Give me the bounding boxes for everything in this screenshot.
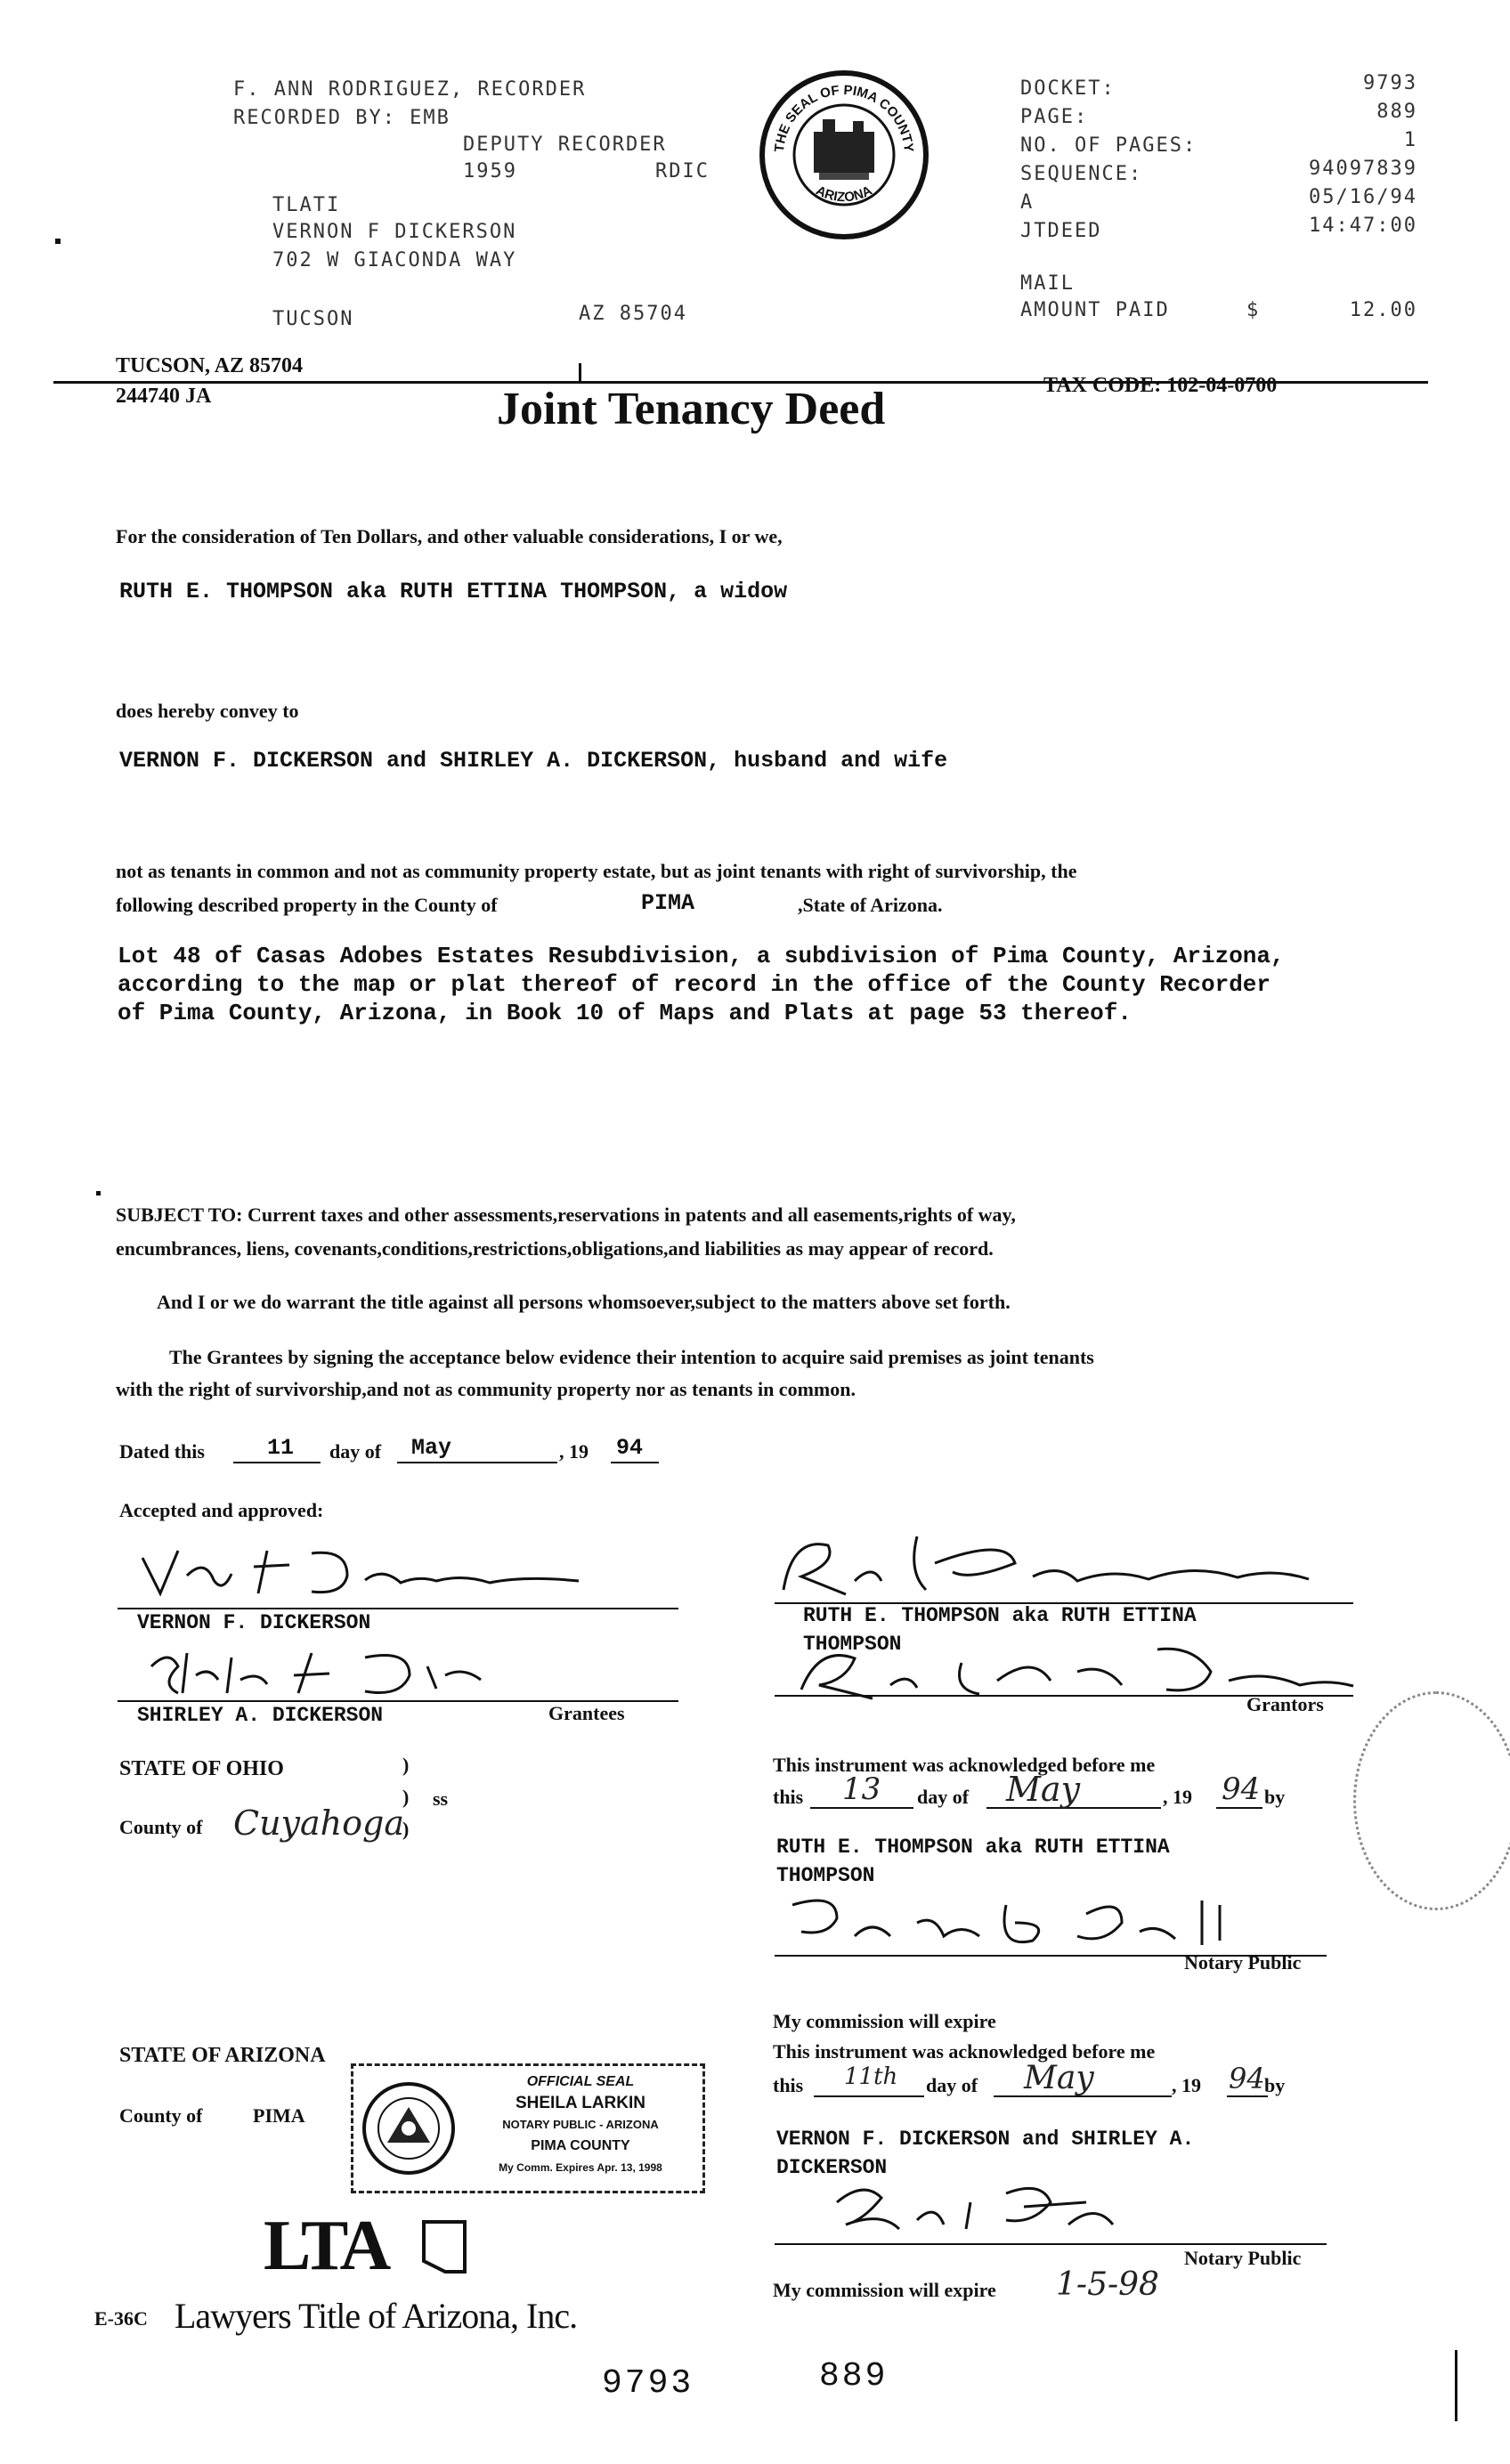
ohio-this-label: this — [773, 1786, 804, 1808]
form-code: E-36C — [94, 2307, 148, 2330]
county-typed: PIMA — [641, 890, 695, 916]
scan-speck — [96, 1191, 101, 1196]
az-ack-month: May — [1024, 2060, 1094, 2096]
notary-stamp — [351, 2063, 705, 2193]
embossed-seal — [1353, 1691, 1510, 1910]
pages-label: NO. OF PAGES: — [1020, 134, 1197, 157]
az-ack-day: 11th — [844, 2063, 898, 2090]
scan-edge-mark — [1455, 2350, 1457, 2421]
date-value: 05/16/94 — [1309, 186, 1417, 208]
svg-text:ARIZONA — [814, 182, 875, 205]
deputy-recorder: DEPUTY RECORDER — [463, 134, 667, 156]
mail-to-name: VERNON F DICKERSON — [272, 221, 517, 243]
lta-logo: LTA — [264, 2207, 388, 2285]
ohio-day-of: day of — [917, 1786, 970, 1808]
date-label: A — [1020, 191, 1035, 214]
amount-paid-label: AMOUNT PAID — [1020, 299, 1170, 321]
az-who-line-1: VERNON F. DICKERSON and SHIRLEY A. — [776, 2128, 1195, 2151]
ohio-who-line-1: RUTH E. THOMPSON aka RUTH ETTINA — [776, 1836, 1170, 1859]
ss-label: ss — [433, 1787, 449, 1810]
subject-to-line-2: encumbrances, liens, covenants,conditions,restrictions,obligations,and liabilities as may appear of record. — [116, 1237, 994, 1260]
ohio-by: by — [1264, 1786, 1286, 1808]
mail-to-state-zip: AZ 85704 — [579, 303, 687, 325]
dated-year-line — [611, 1462, 659, 1463]
code-left: 1959 — [463, 160, 517, 182]
bracket-1: ) — [402, 1754, 410, 1776]
ohio-ack-month: May — [1006, 1770, 1081, 1809]
tenancy-clause-1: not as tenants in common and not as community property estate, but as joint tenants with right of survivorship, the — [116, 860, 1077, 882]
tax-code: TAX CODE: 102-04-0700 — [1043, 374, 1278, 397]
az-by: by — [1264, 2074, 1286, 2096]
legal-description: Lot 48 of Casas Adobes Estates Resubdivision, a subdivision of Pima County, Arizona, according to the map or plat thereof of record in the office of the County Recorder of Pima County, Arizona, in Book 10 of Maps and Plats at page 53 thereof. — [118, 943, 1285, 1026]
az-seal-icon — [361, 2080, 457, 2176]
az-county-label: County of — [119, 2104, 203, 2127]
ohio-year-prefix: , 19 — [1163, 1786, 1192, 1808]
grantees-clause-1: The Grantees by signing the acceptance below evidence their intention to acquire said premises as joint tenants — [169, 1346, 1094, 1368]
seal-bottom-text: ARIZONA — [813, 182, 875, 206]
dated-month-line — [397, 1462, 557, 1463]
ohio-commission: My commission will expire — [773, 2010, 996, 2032]
ohio-county-label: County of — [119, 1816, 203, 1838]
grantees-label: Grantees — [548, 1702, 625, 1724]
az-this-label: this — [773, 2074, 804, 2096]
dated-month: May — [411, 1435, 452, 1461]
subject-to-line-1: SUBJECT TO: Current taxes and other assessments,reservations in patents and all easements,rights of way, — [116, 1204, 1016, 1226]
docket-values — [1229, 69, 1417, 240]
footer-page: 889 — [819, 2357, 889, 2395]
state-of-ohio: STATE OF OHIO — [119, 1757, 284, 1780]
grantor-name-1: RUTH E. THOMPSON aka RUTH ETTINA — [803, 1604, 1197, 1627]
state-of-arizona: STATE OF ARIZONA — [119, 2044, 326, 2067]
grantees-clause-2: with the right of survivorship,and not as community property nor as tenants in common. — [116, 1378, 856, 1400]
dated-year-prefix: , 19 — [559, 1440, 589, 1463]
amount-currency: $ — [1246, 299, 1261, 321]
amount-paid-value: 12.00 — [1349, 299, 1417, 321]
mail-to-city: TUCSON — [272, 308, 354, 330]
az-commission: My commission will expire — [773, 2279, 996, 2301]
code-right: RDIC — [655, 160, 710, 182]
stamp-line-3: NOTARY PUBLIC - ARIZONA — [502, 2118, 659, 2131]
scan-speck — [55, 239, 61, 244]
arizona-outline-icon — [418, 2218, 468, 2275]
dated-label: Dated this — [119, 1440, 205, 1463]
grantee2-name: SHIRLEY A. DICKERSON — [137, 1704, 384, 1727]
time-value: 14:47:00 — [1309, 215, 1417, 237]
pages-value: 1 — [1403, 129, 1417, 151]
sequence-label: SEQUENCE: — [1020, 163, 1143, 185]
dated-day: 11 — [267, 1435, 295, 1461]
consideration-clause: For the consideration of Ten Dollars, and other valuable considerations, I or we, — [116, 525, 783, 547]
az-ack-line: This instrument was acknowledged before me — [773, 2040, 1156, 2063]
page-value: 889 — [1376, 101, 1417, 123]
az-notary-line — [775, 2243, 1327, 2245]
grantors-label: Grantors — [1246, 1693, 1324, 1715]
accepted-approved: Accepted and approved: — [119, 1499, 324, 1521]
grantee1-name: VERNON F. DICKERSON — [137, 1611, 371, 1634]
dated-day-line — [233, 1462, 321, 1463]
shirley-signature — [142, 1640, 499, 1706]
convey-to-clause: does hereby convey to — [116, 700, 299, 722]
az-who-line-2: DICKERSON — [776, 2156, 888, 2179]
az-day-line — [814, 2095, 924, 2097]
docket-label: DOCKET: — [1020, 77, 1116, 100]
seal-icon — [757, 68, 931, 242]
grantee1-line — [118, 1608, 678, 1609]
az-ack-year: 94 — [1229, 2062, 1265, 2095]
ohio-day-line — [810, 1807, 913, 1809]
company-name: Lawyers Title of Arizona, Inc. — [175, 2296, 578, 2336]
recorder-line: F. ANN RODRIGUEZ, RECORDER — [233, 78, 587, 101]
footer-docket: 9793 — [602, 2364, 694, 2403]
ohio-ack-year: 94 — [1222, 1771, 1261, 1807]
mail-to-street: 702 W GIACONDA WAY — [272, 249, 517, 272]
sequence-value: 94097839 — [1309, 158, 1417, 180]
dated-year: 94 — [616, 1435, 644, 1461]
tenancy-clause-2b: ,State of Arizona. — [798, 894, 943, 916]
bracket-2: ) — [402, 1786, 410, 1808]
ohio-ack-day: 13 — [842, 1771, 881, 1807]
stamp-line-1: OFFICIAL SEAL — [526, 2074, 635, 2089]
recorded-by: RECORDED BY: EMB — [233, 107, 451, 129]
stamp-line-5: My Comm. Expires Apr. 13, 1998 — [499, 2161, 662, 2174]
grantor-typed: RUTH E. THOMPSON aka RUTH ETTINA THOMPSON, a widow — [119, 579, 788, 604]
rule-tick — [579, 363, 581, 383]
vernon-signature — [134, 1540, 597, 1607]
page-label: PAGE: — [1020, 106, 1089, 128]
pima-county-seal — [757, 68, 931, 242]
grantees-typed: VERNON F. DICKERSON and SHIRLEY A. DICKERSON, husband and wife — [119, 748, 948, 774]
notary-stamp-text — [469, 2071, 692, 2178]
address-city-line: TUCSON, AZ 85704 — [116, 354, 304, 377]
warrant-clause: And I or we do warrant the title against all persons whomsoever,subject to the matters above set forth. — [157, 1291, 1011, 1313]
az-notary-public: Notary Public — [1184, 2247, 1302, 2269]
bracket-3: ) — [402, 1818, 410, 1840]
az-commission-hand: 1-5-98 — [1056, 2266, 1159, 2303]
stamp-line-4: PIMA COUNTY — [531, 2138, 630, 2153]
az-year-line — [1227, 2095, 1268, 2097]
doc-code-label: JTDEED — [1020, 220, 1102, 242]
deed-title: Joint Tenancy Deed — [497, 384, 886, 434]
ohio-who-line-2: THOMPSON — [776, 1864, 875, 1887]
ohio-year-line — [1216, 1807, 1262, 1809]
ohio-notary-public: Notary Public — [1184, 1951, 1302, 1974]
docket-value: 9793 — [1363, 72, 1417, 94]
ohio-ack-line: This instrument was acknowledged before me — [773, 1754, 1156, 1776]
doc-type: TLATI — [272, 194, 341, 216]
ruth-signature-1 — [775, 1528, 1353, 1612]
seal-top-text: THE SEAL OF PIMA COUNTY — [771, 82, 917, 153]
stamp-line-2: SHEILA LARKIN — [515, 2094, 646, 2112]
docket-labels — [1020, 75, 1197, 246]
reference-number: 244740 JA — [116, 385, 212, 408]
az-year-prefix: , 19 — [1172, 2074, 1201, 2096]
dated-day-of: day of — [329, 1440, 382, 1463]
ohio-county-hand: Cuyahoga — [233, 1803, 405, 1843]
grantor-name-2: THOMPSON — [803, 1633, 902, 1656]
mail-label: MAIL — [1020, 272, 1075, 295]
az-notary-signature — [828, 2176, 1166, 2251]
az-county: PIMA — [253, 2104, 305, 2127]
tenancy-clause-2a: following described property in the County of — [116, 894, 498, 916]
az-day-of: day of — [926, 2074, 978, 2096]
